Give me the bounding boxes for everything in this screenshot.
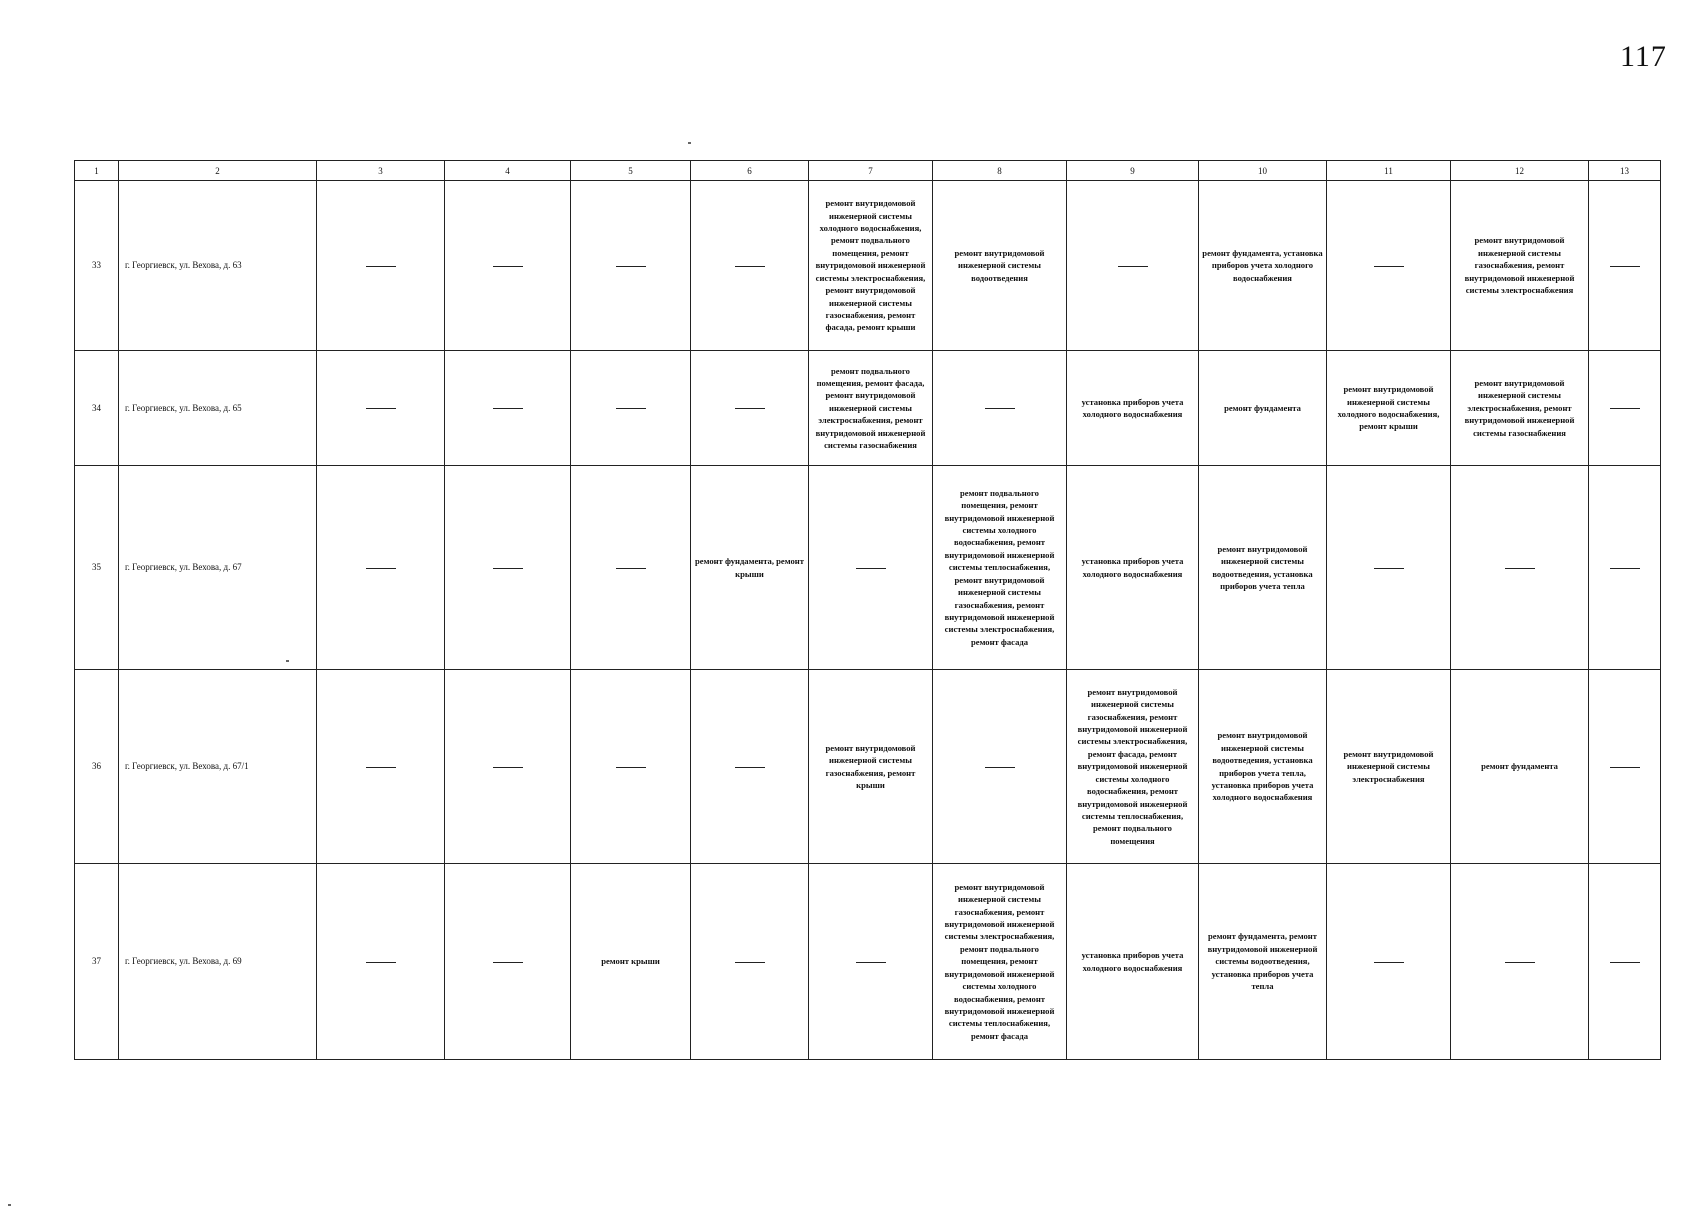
dash-mark	[985, 408, 1015, 409]
empty-cell	[1327, 181, 1451, 351]
empty-cell	[317, 351, 445, 466]
table-row	[75, 466, 1661, 670]
column-number: 10	[1199, 161, 1327, 181]
dash-mark	[735, 962, 765, 963]
work-description: ремонт фундамента, ремонт крыши	[691, 466, 809, 670]
row-number: 37	[75, 864, 119, 1060]
work-description: ремонт крыши	[571, 864, 691, 1060]
table-row	[75, 181, 1661, 351]
empty-cell	[1451, 864, 1589, 1060]
empty-cell	[1451, 466, 1589, 670]
building-address: г. Георгиевск, ул. Вехова, д. 67/1	[119, 670, 317, 864]
work-description: ремонт внутридомовой инженерной системы газоснабжения, ремонт внутридомовой инженерной системы электроснабжения, ремонт фасада, ремонт внутридомовой инженерной системы холодного водоснабжения, ремонт внутридомовой инженерной системы теплоснабжения, ремонт подвального помещения	[1067, 670, 1199, 864]
empty-cell	[445, 466, 571, 670]
empty-cell	[1067, 181, 1199, 351]
empty-cell	[445, 864, 571, 1060]
dash-mark	[1610, 408, 1640, 409]
column-number: 6	[691, 161, 809, 181]
dash-mark	[493, 767, 523, 768]
work-description: ремонт подвального помещения, ремонт фасада, ремонт внутридомовой инженерной системы электроснабжения, ремонт внутридомовой инженерной системы газоснабжения	[809, 351, 933, 466]
empty-cell	[1589, 351, 1661, 466]
empty-cell	[1589, 181, 1661, 351]
empty-cell	[1589, 466, 1661, 670]
dash-mark	[616, 408, 646, 409]
dash-mark	[1118, 266, 1148, 267]
dash-mark	[366, 408, 396, 409]
empty-cell	[571, 181, 691, 351]
column-number: 13	[1589, 161, 1661, 181]
page-number: 117	[1620, 40, 1667, 73]
dash-mark	[1374, 962, 1404, 963]
empty-cell	[1589, 670, 1661, 864]
building-address: г. Георгиевск, ул. Вехова, д. 65	[119, 351, 317, 466]
row-number: 34	[75, 351, 119, 466]
work-description: ремонт фундамента, ремонт внутридомовой инженерной системы водоотведения, установка приборов учета тепла	[1199, 864, 1327, 1060]
repair-schedule-table	[74, 160, 1661, 1060]
dash-mark	[493, 408, 523, 409]
work-description: ремонт внутридомовой инженерной системы газоснабжения, ремонт внутридомовой инженерной системы электроснабжения	[1451, 181, 1589, 351]
work-description: ремонт внутридомовой инженерной системы холодного водоснабжения, ремонт крыши	[1327, 351, 1451, 466]
building-address: г. Георгиевск, ул. Вехова, д. 67	[119, 466, 317, 670]
dash-mark	[985, 767, 1015, 768]
empty-cell	[809, 864, 933, 1060]
dash-mark	[493, 962, 523, 963]
empty-cell	[933, 351, 1067, 466]
dash-mark	[1610, 962, 1640, 963]
dash-mark	[366, 266, 396, 267]
row-number: 36	[75, 670, 119, 864]
table-row	[75, 351, 1661, 466]
scan-speck	[688, 142, 691, 144]
empty-cell	[933, 670, 1067, 864]
column-number: 4	[445, 161, 571, 181]
empty-cell	[691, 864, 809, 1060]
work-description: установка приборов учета холодного водоснабжения	[1067, 864, 1199, 1060]
dash-mark	[856, 962, 886, 963]
table-row	[75, 670, 1661, 864]
dash-mark	[735, 266, 765, 267]
work-description: ремонт фундамента	[1199, 351, 1327, 466]
work-description: ремонт внутридомовой инженерной системы водоотведения, установка приборов учета тепла	[1199, 466, 1327, 670]
work-description: ремонт внутридомовой инженерной системы электроснабжения, ремонт внутридомовой инженерной системы газоснабжения	[1451, 351, 1589, 466]
row-number: 35	[75, 466, 119, 670]
work-description: ремонт внутридомовой инженерной системы водоотведения, установка приборов учета тепла, установка приборов учета холодного водоснабжения	[1199, 670, 1327, 864]
dash-mark	[616, 266, 646, 267]
empty-cell	[317, 181, 445, 351]
work-description: ремонт подвального помещения, ремонт внутридомовой инженерной системы холодного водоснабжения, ремонт внутридомовой инженерной системы теплоснабжения, ремонт внутридомовой инженерной системы газоснабжения, ремонт внутридомовой инженерной системы электроснабжения, ремонт фасада	[933, 466, 1067, 670]
column-number: 12	[1451, 161, 1589, 181]
empty-cell	[809, 466, 933, 670]
work-description: ремонт внутридомовой инженерной системы газоснабжения, ремонт крыши	[809, 670, 933, 864]
dash-mark	[1505, 962, 1535, 963]
column-number: 1	[75, 161, 119, 181]
work-description: ремонт фундамента	[1451, 670, 1589, 864]
building-address: г. Георгиевск, ул. Вехова, д. 63	[119, 181, 317, 351]
empty-cell	[1327, 466, 1451, 670]
dash-mark	[856, 568, 886, 569]
dash-mark	[1505, 568, 1535, 569]
work-description: ремонт внутридомовой инженерной системы электроснабжения	[1327, 670, 1451, 864]
dash-mark	[1374, 568, 1404, 569]
column-number: 3	[317, 161, 445, 181]
empty-cell	[691, 351, 809, 466]
column-number: 8	[933, 161, 1067, 181]
dash-mark	[735, 408, 765, 409]
dash-mark	[366, 767, 396, 768]
column-number: 7	[809, 161, 933, 181]
empty-cell	[445, 351, 571, 466]
column-number: 5	[571, 161, 691, 181]
empty-cell	[317, 670, 445, 864]
table-row	[75, 864, 1661, 1060]
row-number: 33	[75, 181, 119, 351]
column-number: 11	[1327, 161, 1451, 181]
empty-cell	[317, 864, 445, 1060]
empty-cell	[571, 466, 691, 670]
empty-cell	[1589, 864, 1661, 1060]
dash-mark	[1610, 568, 1640, 569]
dash-mark	[616, 568, 646, 569]
dash-mark	[735, 767, 765, 768]
empty-cell	[317, 466, 445, 670]
work-description: установка приборов учета холодного водоснабжения	[1067, 466, 1199, 670]
dash-mark	[493, 266, 523, 267]
building-address: г. Георгиевск, ул. Вехова, д. 69	[119, 864, 317, 1060]
empty-cell	[445, 670, 571, 864]
column-number: 2	[119, 161, 317, 181]
empty-cell	[571, 670, 691, 864]
empty-cell	[571, 351, 691, 466]
dash-mark	[366, 962, 396, 963]
work-description: установка приборов учета холодного водоснабжения	[1067, 351, 1199, 466]
dash-mark	[1374, 266, 1404, 267]
empty-cell	[691, 670, 809, 864]
dash-mark	[366, 568, 396, 569]
dash-mark	[493, 568, 523, 569]
dash-mark	[616, 767, 646, 768]
work-description: ремонт внутридомовой инженерной системы холодного водоснабжения, ремонт подвального помещения, ремонт внутридомовой инженерной системы электроснабжения, ремонт внутридомовой инженерной системы газоснабжения, ремонт фасада, ремонт крыши	[809, 181, 933, 351]
dash-mark	[1610, 266, 1640, 267]
work-description: ремонт фундамента, установка приборов учета холодного водоснабжения	[1199, 181, 1327, 351]
dash-mark	[1610, 767, 1640, 768]
empty-cell	[1327, 864, 1451, 1060]
empty-cell	[445, 181, 571, 351]
work-description: ремонт внутридомовой инженерной системы водоотведения	[933, 181, 1067, 351]
column-number: 9	[1067, 161, 1199, 181]
empty-cell	[691, 181, 809, 351]
column-number-header	[75, 161, 1661, 181]
work-description: ремонт внутридомовой инженерной системы газоснабжения, ремонт внутридомовой инженерной системы электроснабжения, ремонт подвального помещения, ремонт внутридомовой инженерной системы холодного водоснабжения, ремонт внутридомовой инженерной системы теплоснабжения, ремонт фасада	[933, 864, 1067, 1060]
